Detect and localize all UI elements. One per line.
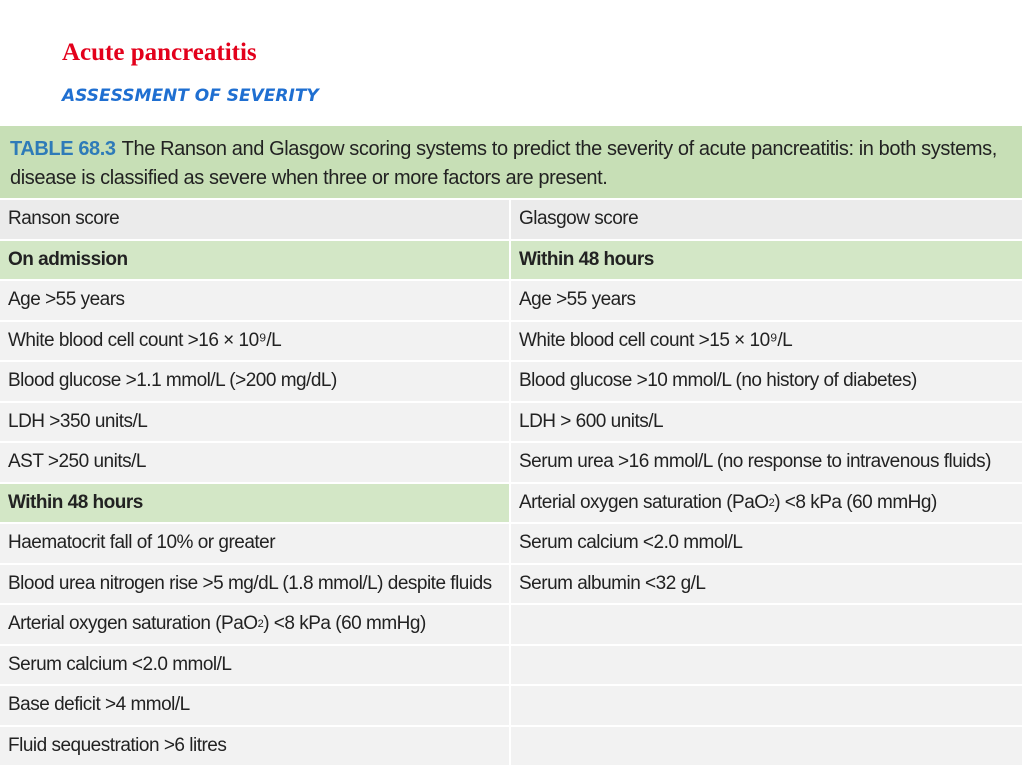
group-header-within-48-hours: Within 48 hours [511,241,1022,282]
table-caption-text: The Ranson and Glasgow scoring systems to predict the severity of acute pancreatitis: in both systems, disease is classified as severe when three or more factors are present. [10,138,997,189]
column-header-ranson: Ranson score [0,200,511,241]
table-cell: LDH >350 units/L [0,403,511,444]
table-figure [0,126,1022,766]
table-cell: Serum albumin <32 g/L [511,565,1022,606]
table-cell-empty [511,686,1022,727]
table-cell-empty [511,727,1022,768]
table-cell-empty [511,605,1022,646]
table-cell: Base deficit >4 mmol/L [0,686,511,727]
table-cell: White blood cell count >16 × 10⁹/L [0,322,511,363]
table-cell: Age >55 years [511,281,1022,322]
table-cell-empty [511,646,1022,687]
table-cell: Arterial oxygen saturation (PaO 2 ) <8 kPa (60 mmHg) [511,484,1022,525]
table-cell: Arterial oxygen saturation (PaO 2 ) <8 kPa (60 mmHg) [0,605,511,646]
table-cell: Fluid sequestration >6 litres [0,727,511,768]
scoring-table [0,200,1022,767]
table-caption [0,126,1022,200]
column-header-glasgow: Glasgow score [511,200,1022,241]
slide-title: Acute pancreatitis [62,39,257,66]
slide-subtitle: ASSESSMENT OF SEVERITY [62,86,319,106]
table-cell: White blood cell count >15 × 10⁹/L [511,322,1022,363]
table-cell: Serum urea >16 mmol/L (no response to intravenous fluids) [511,443,1022,484]
table-number: TABLE 68.3 [10,138,116,160]
table-cell: Blood glucose >10 mmol/L (no history of diabetes) [511,362,1022,403]
table-cell: AST >250 units/L [0,443,511,484]
group-header-on-admission: On admission [0,241,511,282]
table-cell: Age >55 years [0,281,511,322]
group-header-within-48-hours-ranson: Within 48 hours [0,484,511,525]
table-cell: Blood urea nitrogen rise >5 mg/dL (1.8 mmol/L) despite fluids [0,565,511,606]
table-cell: Serum calcium <2.0 mmol/L [0,646,511,687]
table-cell: Blood glucose >1.1 mmol/L (>200 mg/dL) [0,362,511,403]
table-cell: LDH > 600 units/L [511,403,1022,444]
table-cell: Serum calcium <2.0 mmol/L [511,524,1022,565]
table-cell: Haematocrit fall of 10% or greater [0,524,511,565]
